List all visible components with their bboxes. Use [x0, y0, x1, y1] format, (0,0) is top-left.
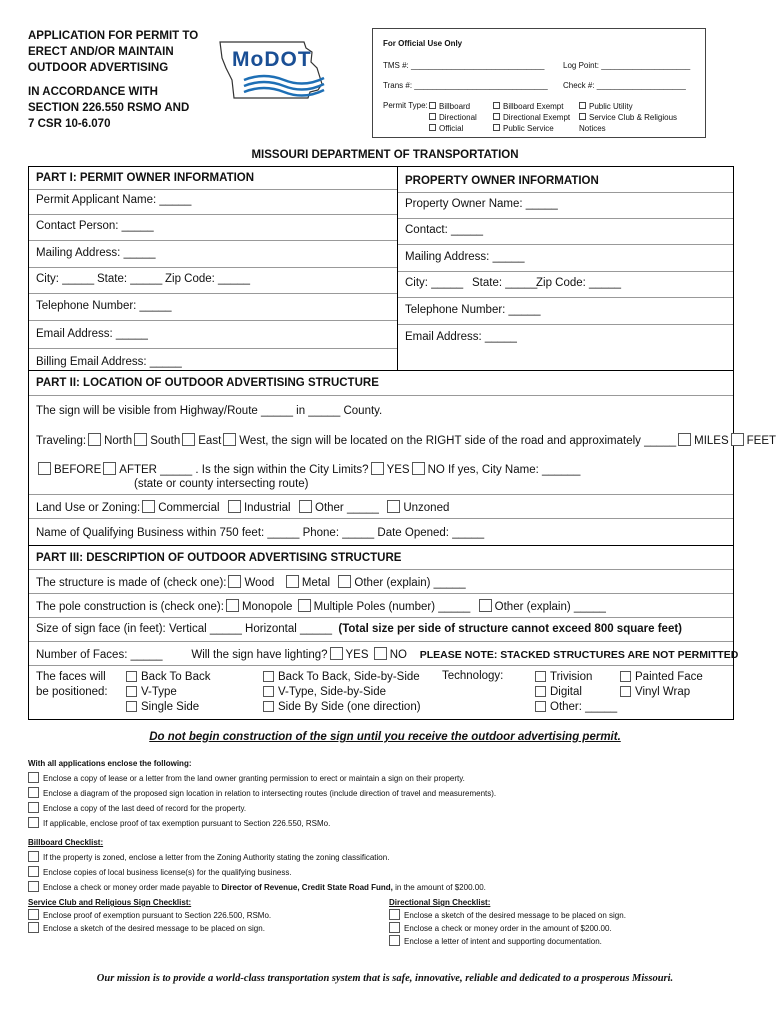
- billboard-item[interactable]: If the property is zoned, enclose a letter from the Zoning Authority stating the zoning classification.: [28, 850, 486, 865]
- technology-label: Technology:: [442, 670, 504, 682]
- industrial-checkbox[interactable]: [228, 500, 241, 513]
- before-after-row: [36, 462, 580, 476]
- divider: [398, 218, 733, 219]
- directional-item[interactable]: Enclose a check or money order in the amount of $200.00.: [389, 922, 626, 935]
- enclose-item[interactable]: If applicable, enclose proof of tax exemption pursuant to Section 226.550, RSMo.: [28, 816, 496, 831]
- title-line: ERECT AND/OR MAINTAIN: [28, 46, 174, 58]
- checkbox-icon[interactable]: [28, 787, 39, 798]
- checkbox-icon[interactable]: [620, 671, 631, 682]
- land-use-row: [36, 500, 449, 514]
- after-checkbox[interactable]: [103, 462, 116, 475]
- city-limits-yes-checkbox[interactable]: [371, 462, 384, 475]
- checkbox-icon[interactable]: [535, 686, 546, 697]
- checkbox-icon[interactable]: [263, 686, 274, 697]
- construction-warning: Do not begin construction of the sign until you receive the outdoor advertising permit.: [149, 731, 621, 743]
- divider: [29, 494, 733, 495]
- other-pole-checkbox[interactable]: [479, 599, 492, 612]
- directional-heading: Directional Sign Checklist:: [389, 898, 491, 907]
- checkbox-icon[interactable]: [28, 851, 39, 862]
- metal-checkbox[interactable]: [286, 575, 299, 588]
- east-label: East: [198, 435, 222, 447]
- technology-option[interactable]: Digital: [535, 685, 617, 700]
- after-field[interactable]: AFTER _____ . Is the sign within the City Limits?: [119, 464, 369, 476]
- divider: [398, 297, 733, 298]
- property-contact-field[interactable]: Contact: _____: [405, 224, 484, 236]
- before-checkbox[interactable]: [38, 462, 51, 475]
- permit-types-col3: [579, 101, 705, 134]
- property-zip-field[interactable]: Zip Code: _____: [536, 277, 622, 289]
- technology-col1: [535, 670, 617, 715]
- divider: [29, 569, 733, 570]
- highway-route-field[interactable]: The sign will be visible from Highway/Route _____ in _____ County.: [36, 405, 383, 417]
- technology-option[interactable]: Painted Face: [620, 670, 703, 685]
- position-option[interactable]: Single Side: [126, 700, 210, 715]
- permit-type-option[interactable]: Billboard: [429, 101, 477, 112]
- unzoned-checkbox[interactable]: [387, 500, 400, 513]
- divider: [29, 641, 733, 642]
- positioned-line: be positioned:: [36, 686, 108, 698]
- permit-type-option[interactable]: Public Utility: [579, 101, 705, 112]
- technology-col2: [620, 670, 703, 700]
- other-zoning-field[interactable]: Other _____: [315, 502, 379, 514]
- position-option[interactable]: Side By Side (one direction): [263, 700, 421, 715]
- billing-email-field[interactable]: Billing Email Address: _____: [36, 356, 182, 368]
- permit-type-label: Permit Type:: [383, 101, 428, 110]
- wood-label: Wood: [244, 577, 275, 589]
- checkbox-icon[interactable]: [535, 671, 546, 682]
- divider: [29, 348, 397, 349]
- billboard-list: [28, 850, 486, 895]
- zip-field[interactable]: Zip Code: _____: [165, 273, 251, 285]
- positioned-line: The faces will: [36, 671, 106, 683]
- checkbox-icon[interactable]: [389, 909, 400, 920]
- east-checkbox[interactable]: [182, 433, 195, 446]
- checkbox-icon[interactable]: [579, 113, 586, 120]
- sign-size-field[interactable]: Size of sign face (in feet): Vertical _____ Horizontal _____: [36, 623, 332, 635]
- north-checkbox[interactable]: [88, 433, 101, 446]
- permit-type-option[interactable]: Directional: [429, 112, 477, 123]
- service-item[interactable]: Enclose a sketch of the desired message to be placed on sign.: [28, 922, 271, 935]
- enclose-item[interactable]: Enclose a diagram of the proposed sign location in relation to intersecting routes (include direction of travel and measurements).: [28, 786, 496, 801]
- technology-option[interactable]: Vinyl Wrap: [620, 685, 703, 700]
- enclose-item[interactable]: Enclose a copy of lease or a letter from the land owner granting permission to erect or maintain a sign on their property.: [28, 771, 496, 786]
- technology-option[interactable]: Trivision: [535, 670, 617, 685]
- enclose-heading: With all applications enclose the following:: [28, 759, 192, 768]
- traveling-label: Traveling:: [36, 435, 87, 447]
- applicant-name-field[interactable]: Permit Applicant Name: _____: [36, 194, 192, 206]
- checkbox-icon[interactable]: [28, 817, 39, 828]
- permit-type-option[interactable]: Official: [429, 123, 477, 134]
- divider: [29, 518, 733, 519]
- divider: [29, 593, 733, 594]
- miles-checkbox[interactable]: [678, 433, 691, 446]
- divider: [29, 240, 397, 241]
- checkbox-icon[interactable]: [28, 909, 39, 920]
- south-label: South: [150, 435, 181, 447]
- divider: [29, 395, 733, 396]
- billboard-item[interactable]: Enclose a check or money order made payable to Director of Revenue, Credit State Road Fund, in the amount of $200.00.: [28, 880, 486, 895]
- property-owner-heading: PROPERTY OWNER INFORMATION: [405, 175, 599, 187]
- north-label: North: [104, 435, 133, 447]
- reference-line: SECTION 226.550 RSMO AND: [28, 102, 190, 114]
- technology-option[interactable]: Other: _____: [535, 700, 617, 715]
- mailing-address-field[interactable]: Mailing Address: _____: [36, 247, 156, 259]
- traveling-row: [36, 433, 776, 447]
- checkbox-icon[interactable]: [389, 935, 400, 946]
- divider: [29, 320, 397, 321]
- lighting-label: Will the sign have lighting?: [191, 649, 328, 661]
- mission-statement: Our mission is to provide a world-class transportation system that is safe, innovative, reliable and dedicated to a prosperous Missouri.: [96, 973, 674, 984]
- checkbox-icon[interactable]: [389, 922, 400, 933]
- checkbox-icon[interactable]: [493, 113, 500, 120]
- part3-heading: PART III: DESCRIPTION OF OUTDOOR ADVERTISING STRUCTURE: [36, 552, 402, 564]
- column-divider: [397, 166, 398, 370]
- service-item[interactable]: Enclose proof of exemption pursuant to Section 226.500, RSMo.: [28, 909, 271, 922]
- divider: [29, 293, 397, 294]
- part1-heading: PART I: PERMIT OWNER INFORMATION: [36, 172, 255, 184]
- logo-wordmark: MoDOT: [232, 48, 312, 71]
- divider: [398, 244, 733, 245]
- directional-item[interactable]: Enclose a letter of intent and supporting documentation.: [389, 935, 626, 948]
- permit-type-option[interactable]: Service Club & Religious Notices: [579, 113, 678, 133]
- checkbox-icon[interactable]: [28, 866, 39, 877]
- commercial-checkbox[interactable]: [142, 500, 155, 513]
- part2-heading: PART II: LOCATION OF OUTDOOR ADVERTISING STRUCTURE: [36, 377, 379, 389]
- yes-label: YES: [386, 464, 410, 476]
- property-owner-name-field[interactable]: Property Owner Name: _____: [405, 198, 558, 210]
- check-field[interactable]: Check #: ____________________: [563, 81, 686, 90]
- wood-checkbox[interactable]: [228, 575, 241, 588]
- directional-list: [389, 909, 626, 948]
- section-divider: [28, 370, 734, 371]
- checkbox-icon[interactable]: [126, 671, 137, 682]
- title-line: OUTDOOR ADVERTISING: [28, 62, 169, 74]
- official-use-box: [372, 28, 706, 138]
- faces-row: [36, 647, 738, 661]
- intersecting-route-note: (state or county intersecting route): [134, 478, 309, 490]
- official-use-title: For Official Use Only: [383, 39, 463, 48]
- permit-type-option[interactable]: Public Service: [493, 123, 570, 134]
- log-point-field[interactable]: Log Point: ____________________: [563, 61, 691, 70]
- permit-types-col2: [493, 101, 570, 134]
- pole-construction-row: [36, 599, 606, 613]
- industrial-label: Industrial: [243, 502, 291, 514]
- west-distance-field[interactable]: West, the sign will be located on the RIGHT side of the road and approximately _____: [239, 435, 677, 447]
- checkbox-icon[interactable]: [263, 701, 274, 712]
- city-limits-no-checkbox[interactable]: [412, 462, 425, 475]
- lighting-no-checkbox[interactable]: [374, 647, 387, 660]
- enclose-list: [28, 771, 496, 831]
- feet-checkbox[interactable]: [731, 433, 744, 446]
- city-name-field[interactable]: NO If yes, City Name: ______: [427, 464, 581, 476]
- divider: [398, 192, 733, 193]
- commercial-label: Commercial: [158, 502, 220, 514]
- other-material-field[interactable]: Other (explain) _____: [354, 577, 466, 589]
- state-field[interactable]: State: _____: [97, 273, 163, 285]
- service-list: [28, 909, 271, 935]
- checkbox-icon[interactable]: [535, 701, 546, 712]
- directional-item[interactable]: Enclose a sketch of the desired message to be placed on sign.: [389, 909, 626, 922]
- monopole-checkbox[interactable]: [226, 599, 239, 612]
- miles-label: MILES: [694, 435, 729, 447]
- reference-line: IN ACCORDANCE WITH: [28, 86, 158, 98]
- billboard-heading: Billboard Checklist:: [28, 838, 104, 847]
- checkbox-icon[interactable]: [620, 686, 631, 697]
- property-state-field[interactable]: State: _____: [472, 277, 538, 289]
- other-pole-field[interactable]: Other (explain) _____: [494, 601, 606, 613]
- no-label: NO: [389, 649, 407, 661]
- permit-type-option[interactable]: Billboard Exempt: [493, 101, 570, 112]
- divider: [29, 617, 733, 618]
- checkbox-icon[interactable]: [263, 671, 274, 682]
- department-name: MISSOURI DEPARTMENT OF TRANSPORTATION: [251, 149, 519, 161]
- position-options-col2: [263, 670, 421, 715]
- positioned-label: [36, 670, 108, 700]
- land-use-label: Land Use or Zoning:: [36, 502, 141, 514]
- city-field[interactable]: City: _____: [36, 273, 95, 285]
- checkbox-icon[interactable]: [429, 113, 436, 120]
- before-label: BEFORE: [54, 464, 102, 476]
- enclose-item[interactable]: Enclose a copy of the last deed of record for the property.: [28, 801, 496, 816]
- sign-size-row: [36, 623, 682, 635]
- west-checkbox[interactable]: [223, 433, 236, 446]
- feet-label: FEET: [746, 435, 776, 447]
- service-heading: Service Club and Religious Sign Checklist:: [28, 898, 192, 907]
- pole-label: The pole construction is (check one):: [36, 601, 224, 613]
- checkbox-icon[interactable]: [493, 124, 500, 131]
- other-material-checkbox[interactable]: [338, 575, 351, 588]
- metal-label: Metal: [301, 577, 331, 589]
- telephone-field[interactable]: Telephone Number: _____: [36, 300, 172, 312]
- divider: [29, 267, 397, 268]
- checkbox-icon[interactable]: [28, 772, 39, 783]
- divider: [398, 324, 733, 325]
- unzoned-label: Unzoned: [403, 502, 450, 514]
- structure-material-row: [36, 575, 466, 589]
- stacked-note: PLEASE NOTE: STACKED STRUCTURES ARE NOT PERMITTED: [419, 649, 739, 661]
- other-zoning-checkbox[interactable]: [299, 500, 312, 513]
- lighting-yes-checkbox[interactable]: [330, 647, 343, 660]
- property-mailing-field[interactable]: Mailing Address: _____: [405, 251, 525, 263]
- size-limit-note: (Total size per side of structure cannot exceed 800 square feet): [338, 623, 682, 635]
- position-option[interactable]: V-Type: [126, 685, 210, 700]
- multiple-poles-checkbox[interactable]: [298, 599, 311, 612]
- position-option[interactable]: Back To Back: [126, 670, 210, 685]
- permit-types-col1: [429, 101, 477, 134]
- checkbox-icon[interactable]: [579, 102, 586, 109]
- modot-logo: [214, 38, 334, 102]
- section-divider: [28, 545, 734, 546]
- divider: [29, 665, 733, 666]
- property-city-field[interactable]: City: _____: [405, 277, 464, 289]
- form-title: [28, 28, 198, 76]
- property-telephone-field[interactable]: Telephone Number: _____: [405, 304, 541, 316]
- divider: [29, 189, 397, 190]
- billboard-item[interactable]: Enclose copies of local business license(s) for the qualifying business.: [28, 865, 486, 880]
- monopole-label: Monopole: [241, 601, 293, 613]
- yes-label: YES: [345, 649, 369, 661]
- divider: [398, 271, 733, 272]
- checkbox-icon[interactable]: [126, 701, 137, 712]
- qualifying-business-field[interactable]: Name of Qualifying Business within 750 feet: _____ Phone: _____ Date Opened: _____: [36, 527, 485, 539]
- checkbox-icon[interactable]: [429, 102, 436, 109]
- property-email-field[interactable]: Email Address: _____: [405, 331, 517, 343]
- checkbox-icon[interactable]: [28, 802, 39, 813]
- material-label: The structure is made of (check one):: [36, 577, 227, 589]
- reference-line: 7 CSR 10-6.070: [28, 118, 111, 130]
- checkbox-icon[interactable]: [126, 686, 137, 697]
- checkbox-icon[interactable]: [28, 922, 39, 933]
- checkbox-icon[interactable]: [429, 124, 436, 131]
- multiple-poles-field[interactable]: Multiple Poles (number) _____: [313, 601, 471, 613]
- permit-type-option[interactable]: Directional Exempt: [493, 112, 570, 123]
- south-checkbox[interactable]: [134, 433, 147, 446]
- checkbox-icon[interactable]: [493, 102, 500, 109]
- title-line: APPLICATION FOR PERMIT TO: [28, 30, 199, 42]
- position-option[interactable]: Back To Back, Side-by-Side: [263, 670, 421, 685]
- divider: [29, 214, 397, 215]
- faces-field[interactable]: Number of Faces: _____: [36, 649, 163, 661]
- checkbox-icon[interactable]: [28, 881, 39, 892]
- trans-field[interactable]: Trans #: ______________________________: [383, 81, 548, 90]
- email-field[interactable]: Email Address: _____: [36, 328, 148, 340]
- position-option[interactable]: V-Type, Side-by-Side: [263, 685, 421, 700]
- position-options-col1: [126, 670, 210, 715]
- tms-field[interactable]: TMS #: ______________________________: [383, 61, 545, 70]
- legal-reference: [28, 84, 189, 132]
- contact-person-field[interactable]: Contact Person: _____: [36, 220, 154, 232]
